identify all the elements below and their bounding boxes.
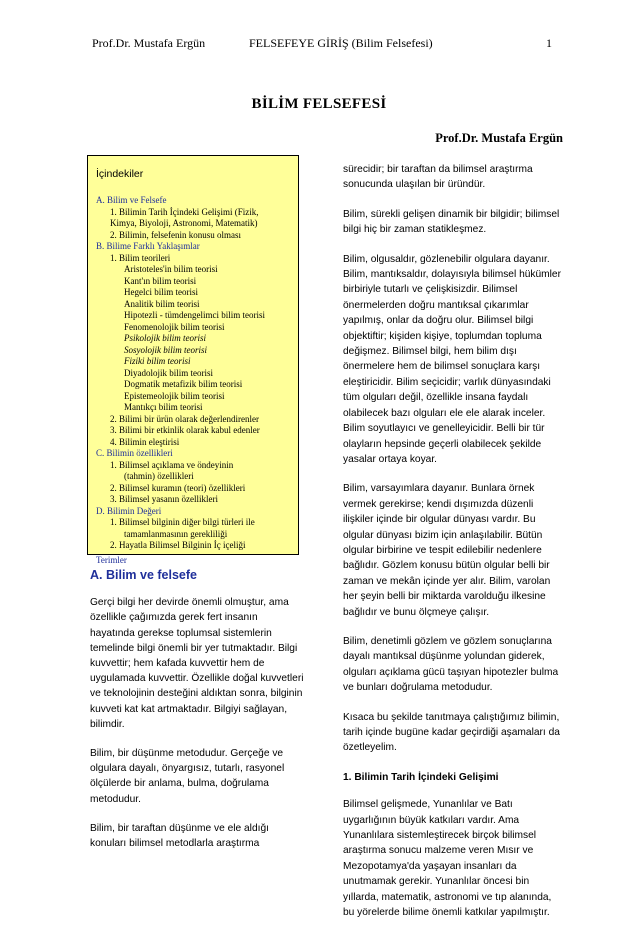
toc-entry[interactable]: (tahmin) özellikleri	[124, 471, 194, 481]
toc-entry[interactable]: Aristoteles'in bilim teorisi	[124, 264, 218, 274]
toc-entry[interactable]: Mantıkçı bilim teorisi	[124, 402, 203, 412]
toc-entry[interactable]: 2. Bilimsel kuramın (teori) özellikleri	[110, 482, 246, 493]
paragraph: Bilim, sürekli gelişen dinamik bir bilgidir; bilimsel bilgi hiç bir zaman statikleşmez.	[343, 208, 560, 236]
toc-entry[interactable]: 1. Bilim teorileri	[110, 252, 171, 263]
toc-entry[interactable]: 1. Bilimsel açıklama ve öndeyinin	[110, 459, 234, 470]
toc-entry[interactable]: Kimya, Biyoloji, Astronomi, Matematik)	[110, 218, 258, 228]
toc-entry[interactable]: Dogmatik metafizik bilim teorisi	[124, 379, 243, 389]
paragraph: Bilimsel gelişmede, Yunanlılar ve Batı uygarlığının büyük katkıları vardır. Ama Yunanlılara sistemleştirecek birçok bilimsel araştırma sonucu malzeme veren Mısır ve Mezopotamya'da yaşayan insanları da unutmamak gerekir. Yunanlılar öncesi bin yıllarda, matematik, astronomi ve tıp alanında, bu yörelerde bilime önemli katkılar yapılmıştır.	[343, 799, 552, 919]
toc-entry[interactable]: 1. Bilimin Tarih İçindeki Gelişimi (Fizik,	[110, 206, 259, 217]
header-author: Prof.Dr. Mustafa Ergün	[92, 36, 206, 50]
paragraph: Gerçi bilgi her devirde önemli olmuştur, ama özellikle çağımızda gerek fert insanın hayatında gerekse toplumsal sistemlerin temelinde bilgi önemli bir yer tutmaktadır. Bilgi kuvvettir; hem kafada kuvvettir hem de uygulamada kuvvettir. Özellikle doğal kuvvetleri ve teknolojinin desteğini aldıktan sonra, bilginin kuvveti kat kat artmaktadır. Bilgiyi sağlayan, bilimdir.	[90, 597, 304, 730]
page-number: 1	[546, 36, 552, 50]
toc-entry[interactable]: C. Bilimin özellikleri	[96, 448, 173, 458]
toc-entry[interactable]: 2. Bilimi bir ürün olarak değerlendirenler	[110, 413, 259, 424]
toc-list	[96, 195, 298, 566]
toc-entry[interactable]: 2. Hayatla Bilimsel Bilginin İç içeliği	[110, 540, 246, 550]
toc-entry[interactable]: A. Bilim ve Felsefe	[96, 195, 167, 205]
paragraph: sürecidir; bir taraftan da bilimsel araştırma sonucunda ulaşılan bir üründür.	[343, 164, 533, 191]
paragraph: Kısaca bu şekilde tanıtmaya çalıştığımız bilimin, tarih içinde bugüne kadar geçirdiği aşamaları da özetleyelim.	[343, 711, 560, 754]
toc-entry[interactable]: tamamlanmasının gerekliliği	[124, 528, 228, 539]
toc-heading: İçindekiler	[96, 168, 144, 180]
toc-entry[interactable]: 3. Bilimi bir etkinlik olarak kabul edenler	[110, 425, 260, 435]
toc-entry[interactable]: Fenomenolojik bilim teorisi	[124, 321, 225, 332]
paragraph: Bilim, varsayımlara dayanır. Bunlara örnek vermek gerekirse; kendi dışımızda düzenli ilişkiler içinde bir olgular dünyası vardır. Bu olgular dünyası bizim için anlaşılabilir. Bütün olgular birbirine ve tespit edilebilir nedenlere bağlıdır. Gözlem konusu bütün olgular belli bir zaman ve mekân içinde yer alır. Bilim, varolan her şeyin belli bir miktarda varolduğu ilkesine bağlıdır ve bunu ölçmeye çalışır.	[343, 483, 551, 618]
section-heading: A. Bilim ve felsefe	[90, 568, 197, 582]
toc-entry[interactable]: Fiziki bilim teorisi	[124, 356, 191, 366]
toc-entry[interactable]: B. Bilime Farklı Yaklaşımlar	[96, 241, 200, 251]
toc-entry[interactable]: Terimler	[96, 554, 127, 565]
toc-entry[interactable]: 3. Bilimsel yasanın özellikleri	[110, 494, 218, 504]
paragraph: Bilim, denetimli gözlem ve gözlem sonuçlarına dayalı mantıksal düşünme yolundan giderek, olguları açıklama gücü taşıyan hipotezler bulma ve bunları doğrulama metodudur.	[343, 635, 559, 694]
paragraph: Bilim, olgusaldır, gözlenebilir olgulara dayanır. Bilim, mantıksaldır, dolayısıyla bilimsel hükümler birbiriyle tutarlı ve çelişkisizdir. Bilimsel önermelerden doğru mantıksal çıkarımlar yapılmış, onlar da doğru olur. Bilimsel bilgi objektiftir; kişiden kişiye, toplumdan topluma değişmez. Bilimsel bilgi, hem bilim dışı önermelere hem de bilimsel sonuçlara karşı eleştiricidir. Bilim seçicidir; varlık dünyasındaki tüm olguları değil, özellikle insana faydalı olabilecek bazı olguları ele ele alarak inceler. Bilim soyutlayıcı ve genelleyicidir. Belli bir tür olayların hepsinde geçerli olabilecek şekilde yasalar ortaya koyar.	[343, 253, 561, 465]
toc-entry[interactable]: Analitik bilim teorisi	[124, 298, 200, 309]
toc-entry[interactable]: D. Bilimin Değeri	[96, 505, 162, 516]
toc-entry[interactable]: 2. Bilimin, felsefenin konusu olması	[110, 229, 241, 240]
table-of-contents	[87, 155, 299, 565]
subsection-heading: 1. Bilimin Tarih İçindeki Gelişimi	[343, 771, 499, 783]
author-line: Prof.Dr. Mustafa Ergün	[435, 131, 563, 145]
toc-entry[interactable]: Epistemeolojik bilim teorisi	[124, 390, 225, 401]
toc-entry[interactable]: Hegelci bilim teorisi	[124, 287, 198, 297]
toc-entry[interactable]: Diyadolojik bilim teorisi	[124, 367, 213, 378]
right-column	[343, 162, 565, 934]
toc-entry[interactable]: Sosyolojik bilim teorisi	[124, 344, 207, 355]
paragraph: Bilim, bir düşünme metodudur. Gerçeğe ve olgulara dayalı, önyargısız, tutarlı, rasyonel ölçülerde bir anlama, bulma, doğrulama metodudur.	[90, 748, 285, 805]
toc-entry[interactable]: Psikolojik bilim teorisi	[124, 333, 206, 343]
toc-entry[interactable]: Hipotezli - tümdengelimci bilim teorisi	[124, 310, 265, 320]
paragraph: Bilim, bir taraftan düşünme ve ele aldığı konuları bilimsel metodlarla araştırma	[90, 822, 269, 850]
toc-entry[interactable]: Kant'ın bilim teorisi	[124, 275, 197, 286]
left-column	[90, 568, 305, 865]
page-header	[92, 36, 552, 54]
toc-entry[interactable]: 4. Bilimin eleştirisi	[110, 436, 180, 447]
document-title: BİLİM FELSEFESİ	[251, 96, 387, 112]
header-title: FELSEFEYE GİRİŞ (Bilim Felsefesi)	[249, 36, 433, 50]
toc-entry[interactable]: 1. Bilimsel bilginin diğer bilgi türleri ile	[110, 517, 255, 527]
